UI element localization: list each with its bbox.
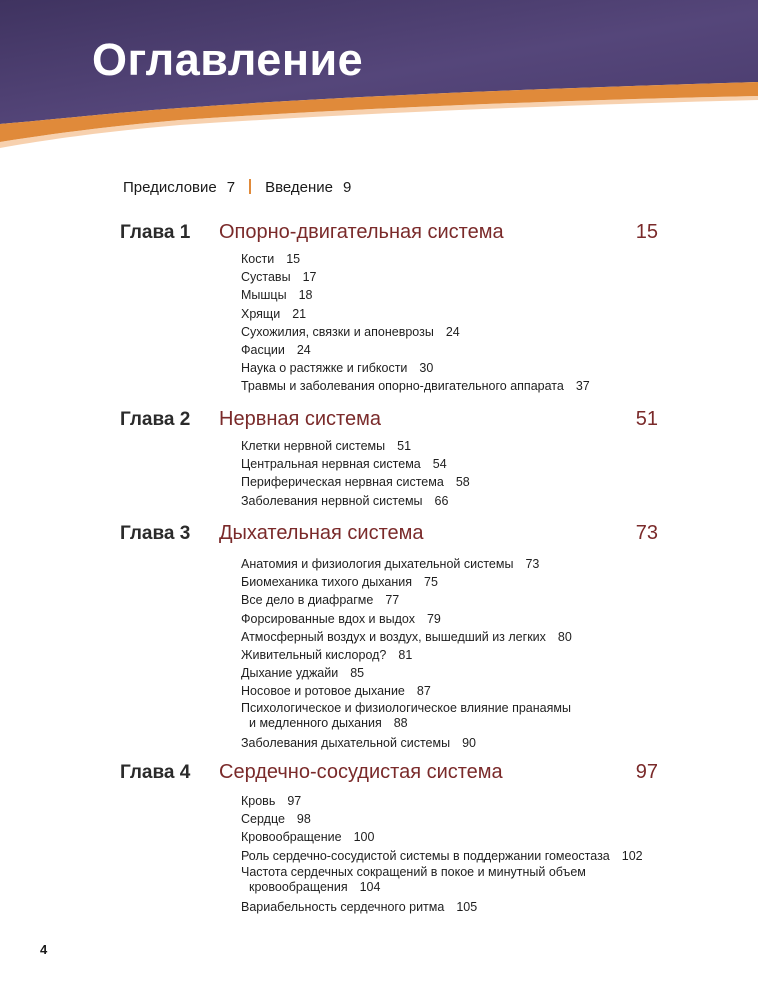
intro-preface-page: 7 [226,179,236,196]
entry-text: Частота сердечных сокращений в покое и минутный объем [241,864,586,879]
chapter-heading[interactable] [0,762,758,792]
entry-text-continued: и медленного дыхания [249,715,382,730]
toc-entry[interactable] [241,865,681,895]
chapter-entries [241,555,681,752]
entry-page: 66 [434,493,449,508]
toc-entry[interactable] [241,701,681,731]
chapter-title: Дыхательная система [219,522,424,544]
entry-page: 87 [416,684,431,699]
entry-text: Заболевания нервной системы [241,493,423,508]
entry-text: Клетки нервной системы [241,439,386,453]
entry-page: 98 [296,812,311,827]
chapter-heading[interactable] [0,409,758,439]
entry-text: Живительный кислород? [241,648,387,663]
entry-text: Форсированные вдох и выдох [241,611,415,626]
entry-text: Кровь [241,794,276,808]
toc-entry[interactable] [241,437,681,455]
chapter-label: Глава 3 [120,523,191,544]
entry-page: 88 [393,715,408,730]
chapter-entries [241,437,681,510]
chapter-page: 73 [635,522,658,544]
page-title: Оглавление [92,34,364,85]
entry-page: 81 [398,648,413,663]
entry-page: 54 [432,457,447,472]
chapter-title: Опорно-двигательная система [219,221,504,243]
entry-text: Заболевания дыхательной системы [241,735,451,750]
entry-page: 17 [302,270,317,285]
chapter-page: 97 [635,761,658,783]
entry-page: 79 [426,611,441,626]
toc-entry[interactable] [241,810,681,828]
entry-page: 24 [296,343,311,358]
entry-text: Вариабельность сердечного ритма [241,899,445,914]
chapter-page: 15 [635,221,658,243]
toc-entry[interactable] [241,898,681,916]
entry-page: 100 [353,830,375,845]
entry-page: 18 [298,288,313,303]
toc-entry[interactable] [241,682,681,700]
entry-text: Хрящи [241,306,281,321]
chapter-heading[interactable] [0,523,758,553]
chapter-entries [241,250,681,396]
entry-page: 37 [575,379,590,394]
entry-text: Сердце [241,812,285,827]
toc-entry[interactable] [241,792,681,810]
intro-introduction-label[interactable]: Введение [265,179,333,196]
toc-entry[interactable] [241,286,681,304]
toc-entry[interactable] [241,377,681,395]
chapter-3 [0,522,758,750]
intro-preface-label[interactable]: Предисловие [123,179,217,196]
toc-entry[interactable] [241,455,681,473]
entry-page: 51 [397,439,412,453]
entry-text: Травмы и заболевания опорно-двигательного аппарата [241,379,564,394]
toc-entry[interactable] [241,250,681,268]
toc-entry[interactable] [241,664,681,682]
entry-text: Мышцы [241,288,287,303]
entry-page: 97 [287,794,302,808]
entry-text-continued: кровообращения [249,879,348,894]
chapter-label: Глава 4 [120,762,191,783]
entry-page: 80 [557,629,572,644]
toc-entry[interactable] [241,628,681,646]
entry-text: Все дело в диафрагме [241,593,374,608]
entry-text: Роль сердечно-сосудистой системы в поддержании гомеостаза [241,848,610,863]
entry-text: Центральная нервная система [241,457,421,472]
toc-entry[interactable] [241,847,681,865]
entry-text: Дыхание уджайи [241,666,339,681]
entry-page: 102 [621,848,643,863]
entry-page: 85 [350,666,365,681]
toc-entry[interactable] [241,323,681,341]
entry-text: Атмосферный воздух и воздух, вышедший из легких [241,629,546,644]
toc-entry[interactable] [241,473,681,491]
chapter-label: Глава 2 [120,409,191,430]
entry-text: Периферическая нервная система [241,475,444,490]
entry-page: 24 [445,324,460,339]
toc-entry[interactable] [241,610,681,628]
entry-text: Суставы [241,270,291,285]
entry-page: 75 [424,575,438,590]
chapter-1 [0,221,758,394]
entry-page: 21 [292,306,307,321]
toc-entry[interactable] [241,734,681,752]
page-number: 4 [40,942,48,957]
entry-text: Кости [241,252,275,266]
chapter-title: Сердечно-сосудистая система [219,761,503,783]
entry-text: Психологическое и физиологическое влияние пранаямы [241,700,571,715]
entry-page: 73 [525,557,540,571]
entry-text: Наука о растяжке и гибкости [241,361,408,376]
toc-entry[interactable] [241,341,681,359]
entry-page: 105 [456,899,478,914]
chapter-entries [241,792,681,916]
toc-entry[interactable] [241,305,681,323]
entry-page: 90 [462,735,476,750]
chapter-2 [0,408,758,508]
entry-text: Сухожилия, связки и апоневрозы [241,324,434,339]
toc-entry[interactable] [241,359,681,377]
chapter-4 [0,761,758,914]
toc-entry[interactable] [241,646,681,664]
toc-entry[interactable] [241,573,681,591]
chapter-heading[interactable] [0,222,758,252]
intro-introduction-page: 9 [343,179,352,196]
entry-page: 104 [359,879,381,894]
entry-page: 30 [419,361,434,376]
entry-text: Биомеханика тихого дыхания [241,575,412,590]
entry-text: Носовое и ротовое дыхание [241,684,405,699]
toc-entry[interactable] [241,591,681,609]
entry-page: 58 [455,475,470,490]
toc-entry[interactable] [241,492,681,510]
toc-entry[interactable] [241,555,681,573]
toc-entry[interactable] [241,828,681,846]
toc-entry[interactable] [241,268,681,286]
intro-separator [249,179,251,194]
entry-text: Кровообращение [241,830,342,845]
chapter-label: Глава 1 [120,222,191,243]
chapter-title: Нервная система [219,408,381,430]
entry-page: 77 [385,593,400,608]
chapter-page: 51 [635,408,658,430]
entry-text: Анатомия и физиология дыхательной системы [241,557,514,571]
intro-links [123,179,351,196]
entry-text: Фасции [241,343,285,358]
entry-page: 15 [286,252,301,266]
